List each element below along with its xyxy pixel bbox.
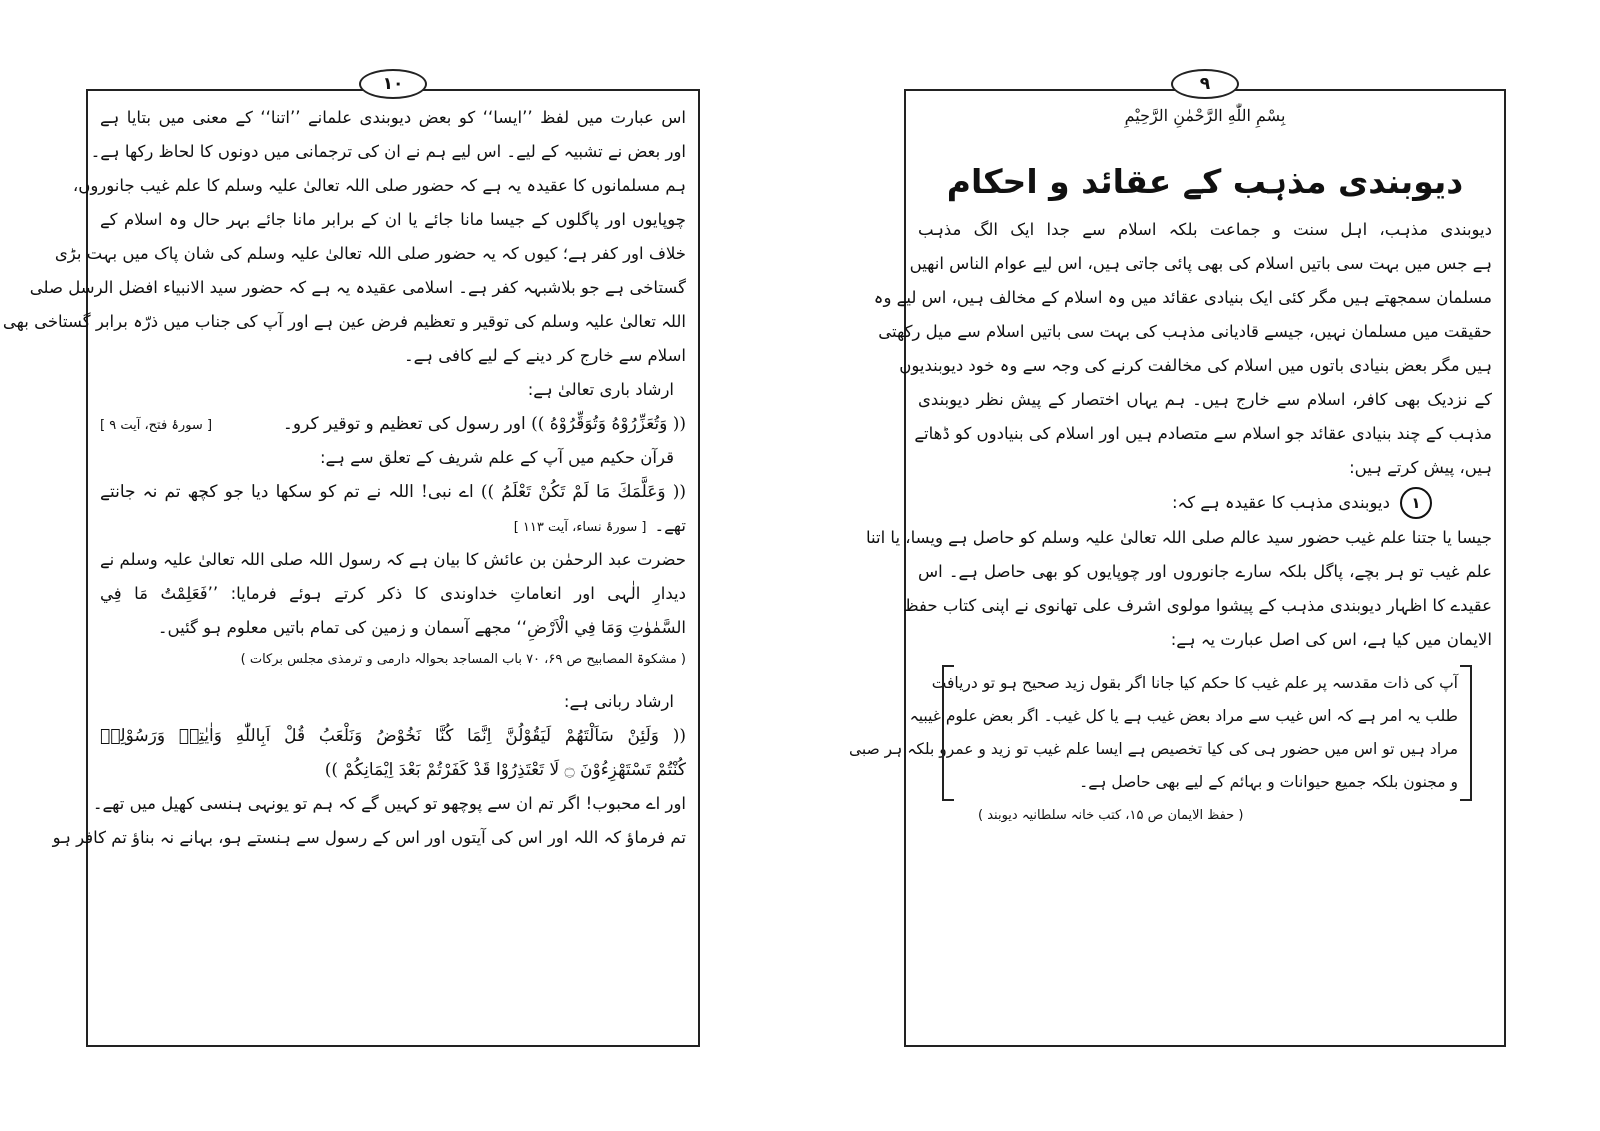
- bismillah: بِسْمِ اللّٰهِ الرَّحْمٰنِ الرَّحِيْمِ: [1124, 106, 1286, 125]
- text-line: ہیں، پیش کرتے ہیں:: [1349, 458, 1492, 478]
- quote-box: [848, 665, 1472, 801]
- text-line: مسلمان سمجھتے ہیں مگر کئی ایک بنیادی عقائد میں وہ اسلام کے مخالف ہیں، اس لیے وہ: [873, 288, 1492, 308]
- irshad-heading: ارشاد باری تعالیٰ ہے:: [527, 380, 674, 399]
- ayah-text-end: تھے۔: [654, 516, 686, 535]
- page-title: دیوبندی مذہب کے عقائد و احکام: [946, 162, 1464, 202]
- text-line: خلاف اور کفر ہے؛ کیوں کہ یہ حضور صلی اللہ تعالیٰ علیہ وسلم کی شان پاک میں بہت بڑی: [54, 244, 686, 263]
- text-line: اس عبارت میں لفظ ’’ایسا‘‘ کو بعض دیوبندی علمانے ’’اتنا‘‘ کے معنی میں بتایا ہے: [100, 108, 686, 127]
- quote-citation: ( حفظ الایمان ص ۱۵، کتب خانہ سلطانیہ دیوبند ): [978, 808, 1244, 824]
- quran-heading: قرآن حکیم میں آپ کے علم شریف کے تعلق سے ہے:: [319, 448, 674, 467]
- page-9-content: [848, 101, 1492, 1037]
- text-line: عقیدے کا اظہار دیوبندی مذہب کے پیشوا مولوی اشرف علی تھانوی نے اپنی کتاب حفظ: [903, 596, 1492, 616]
- text-line: اللہ تعالیٰ علیہ وسلم کی توقیر و تعظیم فرض عین ہے اور آپ کی جناب میں ذرّہ برابر گستاخی بھی: [2, 312, 686, 331]
- page-9: [848, 74, 1506, 1047]
- point-number-badge: ١: [1400, 487, 1432, 519]
- text-line: گستاخی ہے جو بلاشبہہ کفر ہے۔ اسلامی عقیدہ یہ ہے کہ حضور سید الانبیاء افضل الرسل صلی: [29, 278, 686, 297]
- page-number: ١٠: [359, 69, 427, 99]
- translation-line: اور اے محبوب! اگر تم ان سے پوچھو تو کہیں گے کہ ہم تو یونہی ہنسی کھیل میں تھے۔: [92, 794, 686, 813]
- text-line: ہیں مگر بعض بنیادی باتوں میں اسلام کی مخالفت کرنے کی وجہ سے وہ خود دیوبندیوں: [899, 356, 1492, 376]
- text-line: علم غیب تو ہر بچے، پاگل بلکہ سارے جانوروں اور چوپایوں کو بھی حاصل ہے۔ اس: [918, 562, 1492, 582]
- quote-line: مراد ہیں تو اس میں حضور ہی کی کیا تخصیص ہے ایسا علم غیب تو زید و عمرو بلکہ ہر صبی: [848, 740, 1458, 759]
- text-line: دیوبندی مذہب، اہل سنت و جماعت بلکہ اسلام سے جدا ایک الگ مذہب: [918, 220, 1492, 240]
- quote-line: آپ کی ذات مقدسہ پر علم غیب کا حکم کیا جانا اگر بقول زید صحیح ہو تو دریافت: [931, 674, 1458, 693]
- text-line: الایمان میں کیا ہے، اس کی اصل عبارت یہ ہے:: [1170, 630, 1492, 650]
- ayah-text: (( وَتُعَزِّرُوْهُ وَتُوَقِّرُوْهُ )) اور رسول کی تعظیم و توقیر کرو۔: [282, 414, 686, 434]
- ayah-reference: [ سورۂ نساء، آیت ۱۱۳ ]: [513, 520, 647, 535]
- text-line: کے نزدیک بھی کافر، اسلام سے خارج ہیں۔ ہم یہاں اختصار کے پیش نظر دیوبندی: [918, 390, 1492, 410]
- point-text: دیوبندی مذہب کا عقیدہ ہے کہ:: [1171, 493, 1390, 513]
- ayah-text: (( وَلَئِنْ سَاَلْتَهُمْ لَيَقُوْلُنَّ اِنَّمَا كُنَّا نَخُوْضُ وَنَلْعَبُ قُلْ اَبِاللّٰهِ وَاٰيٰتِهٖ وَرَسُوْلِهٖ: [100, 726, 686, 746]
- hadith-line: السَّمٰوٰتِ وَمَا فِي الْاَرْضِ‘‘ مجھے آسمان و زمین کی تمام باتیں معلوم ہو گئیں۔: [157, 618, 686, 637]
- page-10-content: [2, 101, 686, 1037]
- text-line: اور بعض نے تشبیہ کے لیے۔ اس لیے ہم نے ان کی ترجمانی میں دونوں کا لحاظ رکھا ہے۔: [90, 142, 686, 161]
- text-line: ہے جس میں بہت سی باتیں اسلام کی بھی پائی جاتی ہیں، اس لیے عوام الناس انھیں: [909, 254, 1492, 274]
- text-line: مذہب کے چند بنیادی عقائد جو اسلام سے متصادم ہیں اور اسلام کی بنیادوں کو ڈھاتے: [914, 424, 1492, 444]
- ayah-text: (( وَعَلَّمَكَ مَا لَمْ تَكُنْ تَعْلَمُ )) اے نبی! اللہ نے تم کو سکھا دیا جو کچھ تم نہ جانتے: [100, 482, 686, 502]
- page-10: [2, 74, 700, 1047]
- text-line: اسلام سے خارج کر دینے کے لیے کافی ہے۔: [403, 346, 686, 365]
- page-number: ٩: [1171, 69, 1239, 99]
- belief-point-1: [918, 485, 1492, 521]
- spacer: [100, 675, 686, 685]
- text-line: ہم مسلمانوں کا عقیدہ یہ ہے کہ حضور صلی اللہ تعالیٰ علیہ وسلم کا علم غیب جانوروں،: [72, 176, 686, 195]
- quote-line: و مجنون بلکہ جمیع حیوانات و بہائم کے لیے بھی حاصل ہے۔: [1079, 773, 1458, 792]
- quote-line: طلب یہ امر ہے کہ اس غیب سے مراد بعض غیب ہے یا کل غیب۔ اگر بعض علوم غیبیہ: [909, 707, 1458, 726]
- hadith-line: دیدارِ الٰہی اور انعاماتِ خداوندی کا ذکر کرتے ہوئے فرمایا: ’’فَعَلِمْتُ مَا فِي: [100, 584, 686, 603]
- irshad-heading: ارشاد ربانی ہے:: [563, 692, 674, 711]
- text-line: حقیقت میں مسلمان نہیں، جیسے قادیانی مذہب کی بہت سی باتیں اسلام سے میل رکھتی: [878, 322, 1492, 342]
- translation-line: تم فرماؤ کہ اللہ اور اس کی آیتوں اور اس کے رسول سے ہنستے ہو، بہانے نہ بناؤ تم کافر ہو: [52, 828, 686, 847]
- ayah-reference: [ سورۂ فتح، آیت ۹ ]: [100, 418, 213, 433]
- text-line: جیسا یا جتنا علم غیب حضور سید عالم صلی اللہ تعالیٰ علیہ وسلم کو حاصل ہے ویسا، یا اتنا: [866, 528, 1492, 548]
- ayah-row: [100, 407, 686, 441]
- text-line: چوپایوں اور پاگلوں کے جیسا مانا جائے یا ان کے برابر مانا جائے بہر حال وہ اسلام کے: [100, 210, 686, 229]
- hadith-line: حضرت عبد الرحمٰن بن عائش کا بیان ہے کہ رسول اللہ صلی اللہ تعالیٰ علیہ وسلم نے: [100, 550, 686, 569]
- hadith-reference: ( مشکوۃ المصابیح ص ۶۹، ۷۰ باب المساجد بحوالہ دارمی و ترمذی مجلس برکات ): [240, 652, 686, 667]
- ayah-row: [100, 509, 686, 543]
- ayah-text: كُنْتُمْ تَسْتَهْزِءُوْنَ ۝ لَا تَعْتَذِرُوْا قَدْ كَفَرْتُمْ بَعْدَ اِيْمَانِكُمْ )): [324, 760, 686, 780]
